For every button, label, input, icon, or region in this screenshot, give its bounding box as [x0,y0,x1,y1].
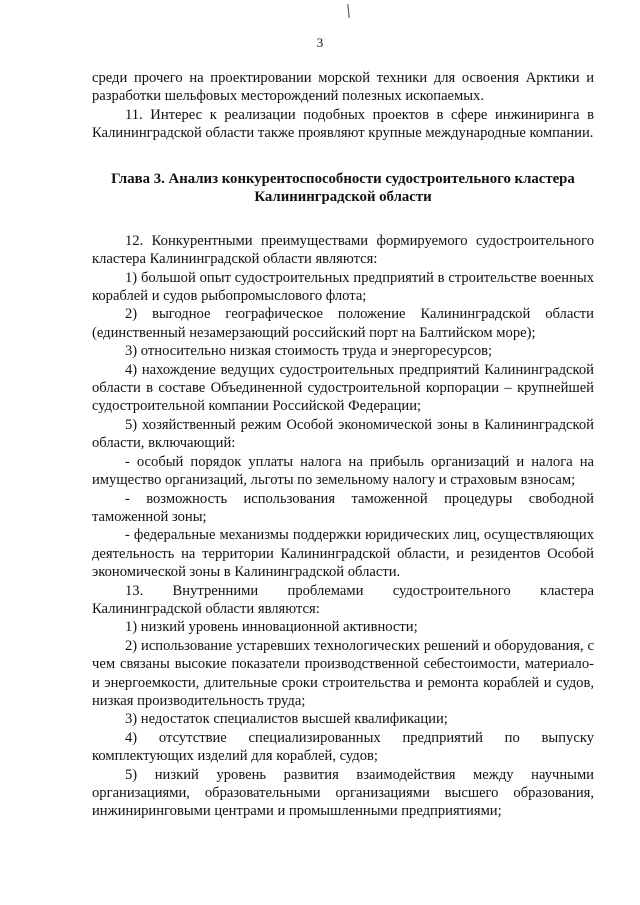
list-item: 5) хозяйственный режим Особой экономической зоны в Калининградской области, включающий: [92,416,594,452]
paragraph: 13. Внутренними проблемами судостроительного кластера Калининградской области являются: [92,582,594,617]
list-item: 5) низкий уровень развития взаимодействия между научными организациями, образовательными организациями высшего образования, инжиниринговыми центрами и промышленными предприятиями; [92,766,594,820]
list-item: 2) использование устаревших технологических решений и оборудования, с чем связаны высокие показатели производственной себестоимости, материало- и энергоемкости, длительные сроки строительства и ремонта кораблей и судов, низкая производительность труда; [92,637,594,709]
list-item: 2) выгодное географическое положение Калининградской области (единственный незамерзающий российский порт на Балтийском море); [92,306,594,341]
chapter-title: Глава 3. Анализ конкурентоспособности судостроительного кластера Калининградской области [111,170,575,206]
scan-mark [347,4,349,18]
list-item: 4) нахождение ведущих судостроительных предприятий Калининградской области в составе Объединенной судостроительной корпорации – крупнейшей судостроительной компании Российской Федерации; [92,361,594,415]
paragraph: среди прочего на проектировании морской техники для освоения Арктики и разработки шельфовых месторождений полезных ископаемых. [92,70,594,105]
page-number: 3 [316,35,324,50]
paragraph: 12. Конкурентными преимуществами формируемого судостроительного кластера Калининградской области являются: [92,232,594,268]
list-item: 4) отсутствие специализированных предприятий по выпуску комплектующих изделий для кораблей, судов; [92,729,594,765]
list-item: 3) относительно низкая стоимость труда и энергоресурсов; [125,343,493,360]
list-item: - федеральные механизмы поддержки юридических лиц, осуществляющих деятельность на территории Калининградской области, и резидентов Особой экономической зоны в Калининградской области. [92,527,594,581]
list-item: - особый порядок уплаты налога на прибыль организаций и налога на имущество организаций, льготы по земельному налогу и страховым взносам; [92,453,594,489]
list-item: 1) большой опыт судостроительных предприятий в строительстве военных кораблей и судов рыбопромыслового флота; [92,269,594,305]
list-item: - возможность использования таможенной процедуры свободной таможенной зоны; [92,490,594,525]
page-text [92,69,594,821]
list-item: 3) недостаток специалистов высшей квалификации; [125,711,448,728]
list-item: 1) низкий уровень инновационной активности; [125,619,418,636]
paragraph: 11. Интерес к реализации подобных проектов в сфере инжиниринга в Калининградской области также проявляют крупные международные компании. [92,106,594,142]
